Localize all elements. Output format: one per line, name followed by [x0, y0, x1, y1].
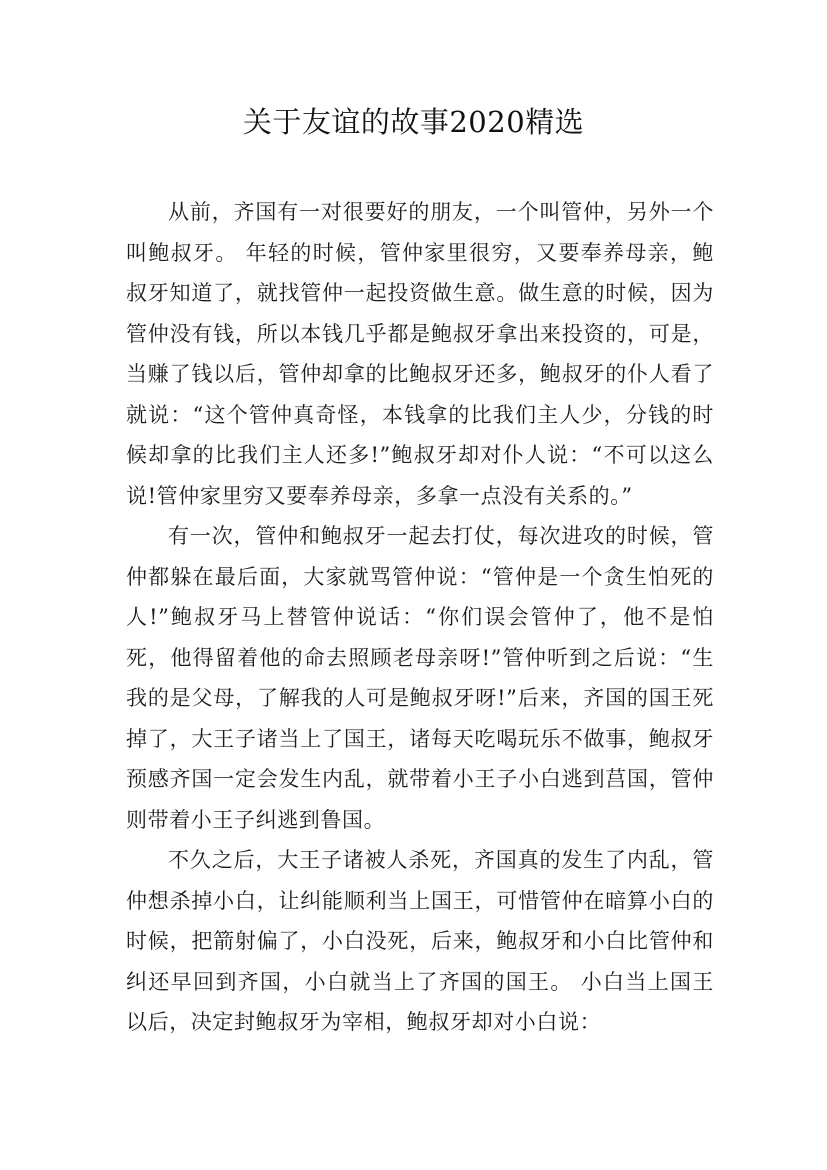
document-title: 关于友谊的故事2020精选 [242, 105, 585, 139]
paragraph: 从前，齐国有一对很要好的朋友，一个叫管仲，另外一个叫鲍叔牙。 年轻的时候，管仲家里很穷，又要奉养母亲，鲍叔牙知道了，就找管仲一起投资做生意。做生意的时候，因为管仲没有钱，所以本钱几乎都是鲍叔牙拿出来投资的，可是，当赚了钱以后，管仲却拿的比鲍叔牙还多，鲍叔牙的仆人看了就说：“这个管仲真奇怪，本钱拿的比我们主人少，分钱的时候却拿的比我们主人还多!”鲍叔牙却对仆人说：“不可以这么说!管仲家里穷又要奉养母亲，多拿一点没有关系的。” [126, 200, 714, 508]
document-body [126, 192, 714, 1043]
paragraph: 有一次，管仲和鲍叔牙一起去打仗，每次进攻的时候，管仲都躲在最后面，大家就骂管仲说：“管仲是一个贪生怕死的人!”鲍叔牙马上替管仲说话：“你们误会管仲了，他不是怕死，他得留着他的命去照顾老母亲呀!”管仲听到之后说：“生我的是父母，了解我的人可是鲍叔牙呀!”后来，齐国的国王死掉了，大王子诸当上了国王，诸每天吃喝玩乐不做事，鲍叔牙预感齐国一定会发生内乱，就带着小王子小白逃到莒国，管仲则带着小王子纠逃到鲁国。 [126, 524, 714, 832]
paragraph: 不久之后，大王子诸被人杀死，齐国真的发生了内乱，管仲想杀掉小白，让纠能顺利当上国王，可惜管仲在暗算小白的时候，把箭射偏了，小白没死，后来，鲍叔牙和小白比管仲和纠还早回到齐国，小白就当上了齐国的国王。 小白当上国王以后，决定封鲍叔牙为宰相，鲍叔牙却对小白说： [126, 848, 714, 1034]
